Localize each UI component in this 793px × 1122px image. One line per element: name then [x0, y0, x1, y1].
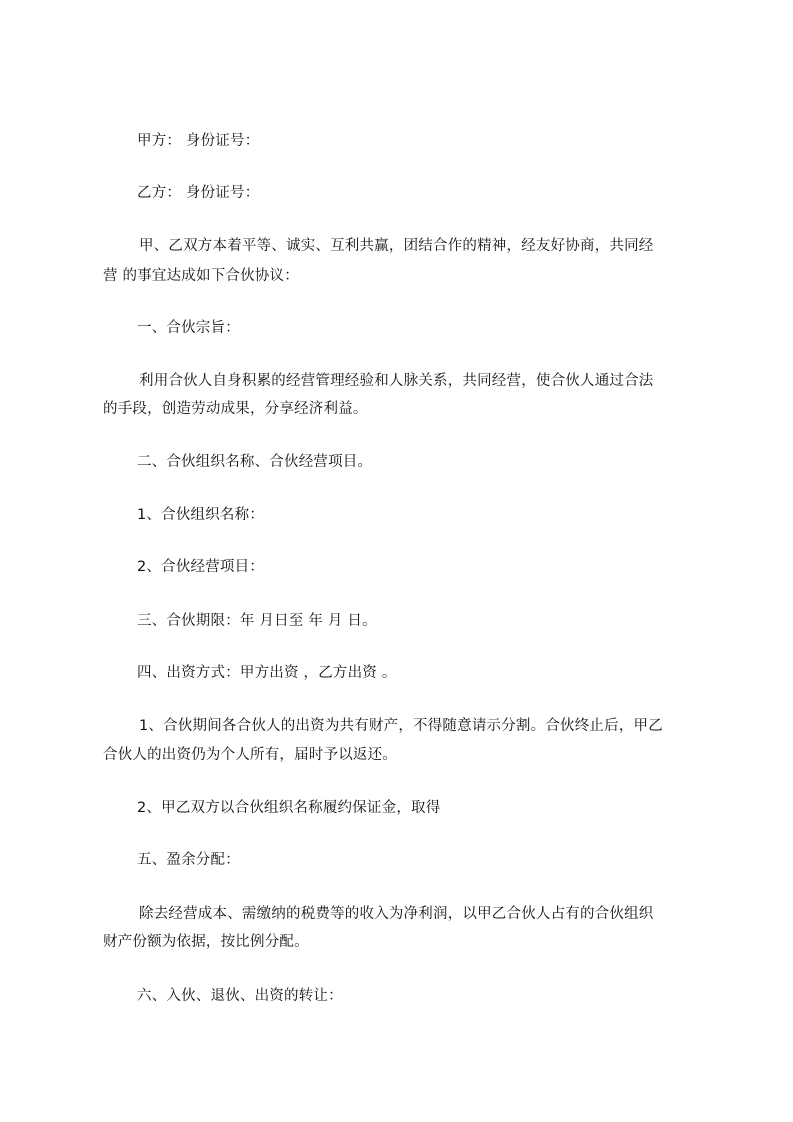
section-6-heading: 六、入伙、退伙、出资的转让： — [137, 988, 343, 1004]
section-2-heading: 二、合伙组织名称、合伙经营项目。 — [137, 454, 373, 470]
section-2-item-1: 1、合伙组织名称： — [137, 507, 265, 523]
section-5-heading: 五、盈余分配： — [137, 852, 240, 868]
section-4-item-1-line-1: 1、合伙期间各合伙人的出资为共有财产，不得随意请示分割。合伙终止后，甲乙 — [139, 718, 663, 734]
section-1-text-line-2: 的手段，创造劳动成果，分享经济利益。 — [103, 401, 368, 417]
preamble-line-2: 营 的事宜达成如下合伙协议： — [103, 268, 299, 284]
preamble-line-1: 甲、乙双方本着平等、诚实、互利共赢，团结合作的精神，经友好协商，共同经 — [139, 238, 654, 254]
section-3-heading: 三、合伙期限：年 月日至 年 月 日。 — [137, 613, 377, 629]
section-4-heading: 四、出资方式：甲方出资 ，乙方出资 。 — [137, 665, 397, 681]
section-5-text-line-1: 除去经营成本、需缴纳的税费等的收入为净利润，以甲乙合伙人占有的合伙组织 — [139, 906, 654, 922]
section-2-item-2: 2、合伙经营项目： — [137, 559, 265, 575]
section-5-text-line-2: 财产份额为依据，按比例分配。 — [103, 934, 309, 950]
section-4-item-1-line-2: 合伙人的出资仍为个人所有，届时予以返还。 — [103, 747, 397, 763]
section-4-item-2: 2、甲乙双方以合伙组织名称履约保证金，取得 — [137, 800, 441, 816]
party-a-line: 甲方： 身份证号： — [137, 133, 260, 149]
party-b-line: 乙方： 身份证号： — [137, 185, 260, 201]
section-1-text-line-1: 利用合伙人自身积累的经营管理经验和人脉关系，共同经营，使合伙人通过合法 — [139, 373, 654, 389]
section-1-heading: 一、合伙宗旨： — [137, 320, 240, 336]
